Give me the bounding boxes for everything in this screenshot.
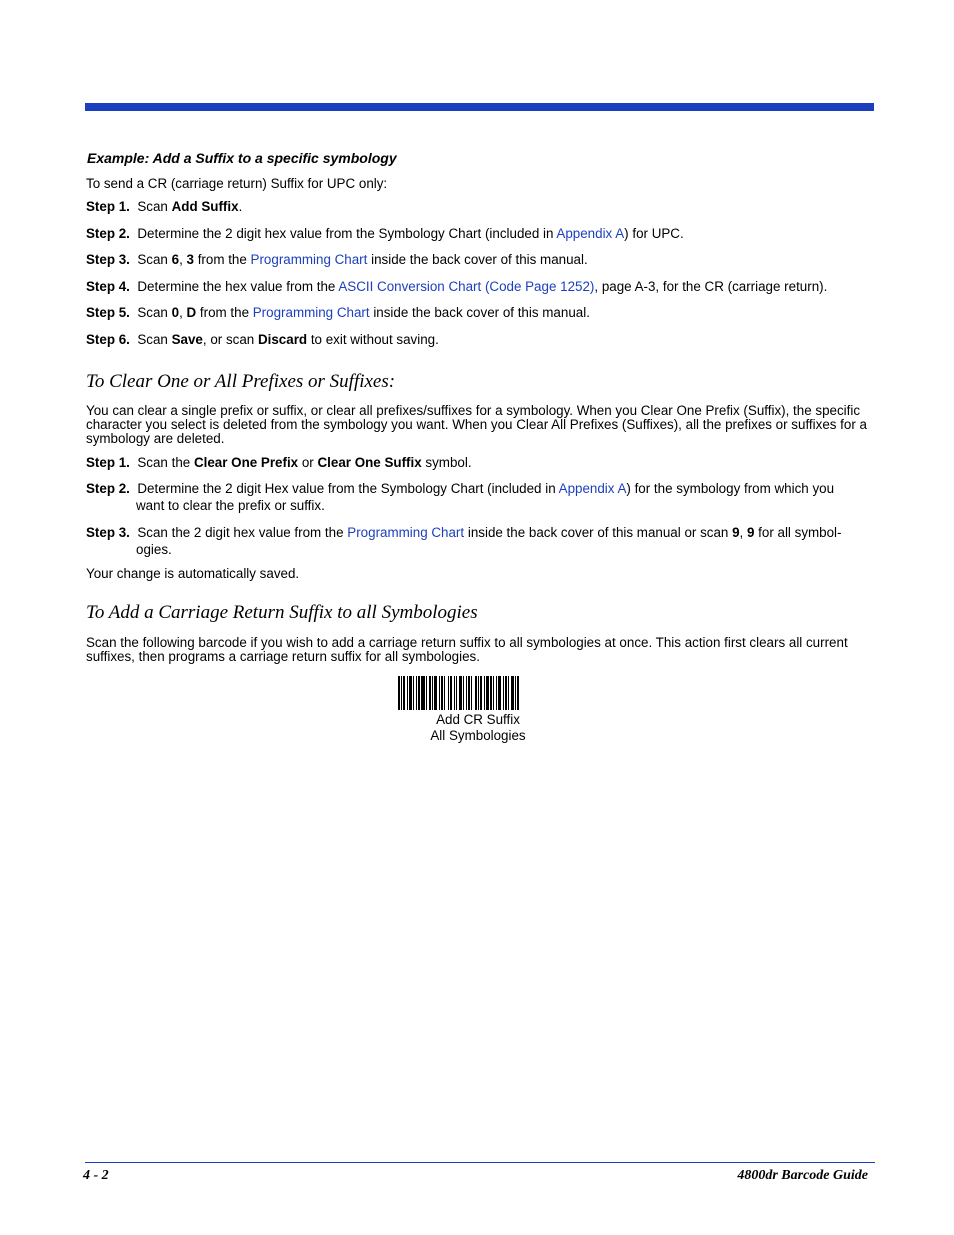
barcode-bar [505,676,507,710]
example-step-2: Step 2. Determine the 2 digit hex value from the Symbology Chart (included in Appendix A) for UPC. [86,226,684,241]
clear-step-1: Step 1. Scan the Clear One Prefix or Clear One Suffix symbol. [86,455,472,470]
barcode-bar [409,676,412,710]
barcode-bar [416,676,417,710]
example-title: Example: Add a Suffix to a specific symbology [87,150,397,166]
barcode-bar [490,676,492,710]
barcode-caption-line2: All Symbologies [430,728,526,743]
barcode-bar [441,676,443,710]
appendix-a-link[interactable]: Appendix A [556,226,625,241]
barcode-bar [484,676,485,710]
barcode-bar [478,676,479,710]
barcode-bar [471,676,472,710]
example-step-3: Step 3. Scan 6, 3 from the Programming Chart inside the back cover of this manual. [86,252,588,267]
barcode-bar [515,676,516,710]
clear-step-3: Step 3. Scan the 2 digit hex value from the Programming Chart inside the back cover of this manual or scan 9, 9 for all symbol- ogies. [86,525,842,557]
barcode-bar [503,676,504,710]
programming-chart-link[interactable]: Programming Chart [347,525,465,540]
page-number: 4 - 2 [83,1168,109,1183]
clear-paragraph: You can clear a single prefix or suffix, or clear all prefixes/suffixes for a symbology. When you Clear One Prefix (Suffix), the specific character you select is deleted from the symbology you want. When you Clear All Prefixes (Suffixes), all the prefixes or suffixes for a symbology are deleted. [86,403,867,446]
barcode-bar [448,676,449,710]
barcode-block [378,676,578,744]
barcode-bar [439,676,440,710]
barcode-caption-line1: Add CR Suffix [436,712,520,727]
guide-title: 4800dr Barcode Guide [737,1168,868,1183]
barcode-bar [511,676,514,710]
add-cr-suffix-barcode[interactable] [398,676,558,710]
barcode-bar [403,676,405,710]
clear-heading: To Clear One or All Prefixes or Suffixes: [86,371,396,392]
barcode-bar [475,676,477,710]
barcode-bar [498,676,501,710]
barcode-bar [466,676,467,710]
barcode-bar [496,676,497,710]
clear-step-2: Step 2. Determine the 2 digit Hex value from the Symbology Chart (included in Appendix A) for the symbology from which you want to clear the prefix or suffix. [86,481,835,513]
barcode-bar [517,676,519,710]
barcode-bar [432,676,433,710]
barcode-bar [508,676,509,710]
appendix-a-link[interactable]: Appendix A [558,481,627,496]
example-step-4: Step 4. Determine the hex value from the ASCII Conversion Chart (Code Page 1252), page A-3, for the CR (carriage return). [86,279,828,294]
barcode-bar [413,676,414,710]
example-step-6: Step 6. Scan Save, or scan Discard to exit without saving. [86,332,439,347]
barcode-bar [398,676,400,710]
barcode-bar [429,676,431,710]
barcode-bar [434,676,437,710]
barcode-bar [480,676,482,710]
barcode-bar [418,676,420,710]
barcode-bar [421,676,425,710]
barcode-bar [454,676,455,710]
programming-chart-link[interactable]: Programming Chart [252,305,370,320]
barcode-bar [468,676,470,710]
ascii-chart-link[interactable]: ASCII Conversion Chart (Code Page 1252) [338,279,595,294]
cr-paragraph: Scan the following barcode if you wish to add a carriage return suffix to all symbologies at once. This action first clears all current suffixes, then programs a carriage return suffix for all symbologies. [86,635,848,664]
example-step-1: Step 1. Scan Add Suffix. [86,199,243,214]
example-step-5: Step 5. Scan 0, D from the Programming Chart inside the back cover of this manual. [86,305,590,320]
barcode-bar [450,676,452,710]
barcode-bar [463,676,464,710]
cr-heading: To Add a Carriage Return Suffix to all Symbologies [86,602,478,623]
example-intro: To send a CR (carriage return) Suffix for UPC only: [86,176,388,191]
barcode-bar [401,676,402,710]
header-rule [85,103,874,111]
barcode-bar [426,676,427,710]
barcode-bar [493,676,494,710]
saved-note: Your change is automatically saved. [86,566,300,581]
barcode-bar [456,676,457,710]
footer-rule [85,1162,875,1163]
programming-chart-link[interactable]: Programming Chart [250,252,368,267]
barcode-bar [486,676,489,710]
barcode-bar [407,676,408,710]
barcode-bar [444,676,445,710]
barcode-bar [459,676,462,710]
